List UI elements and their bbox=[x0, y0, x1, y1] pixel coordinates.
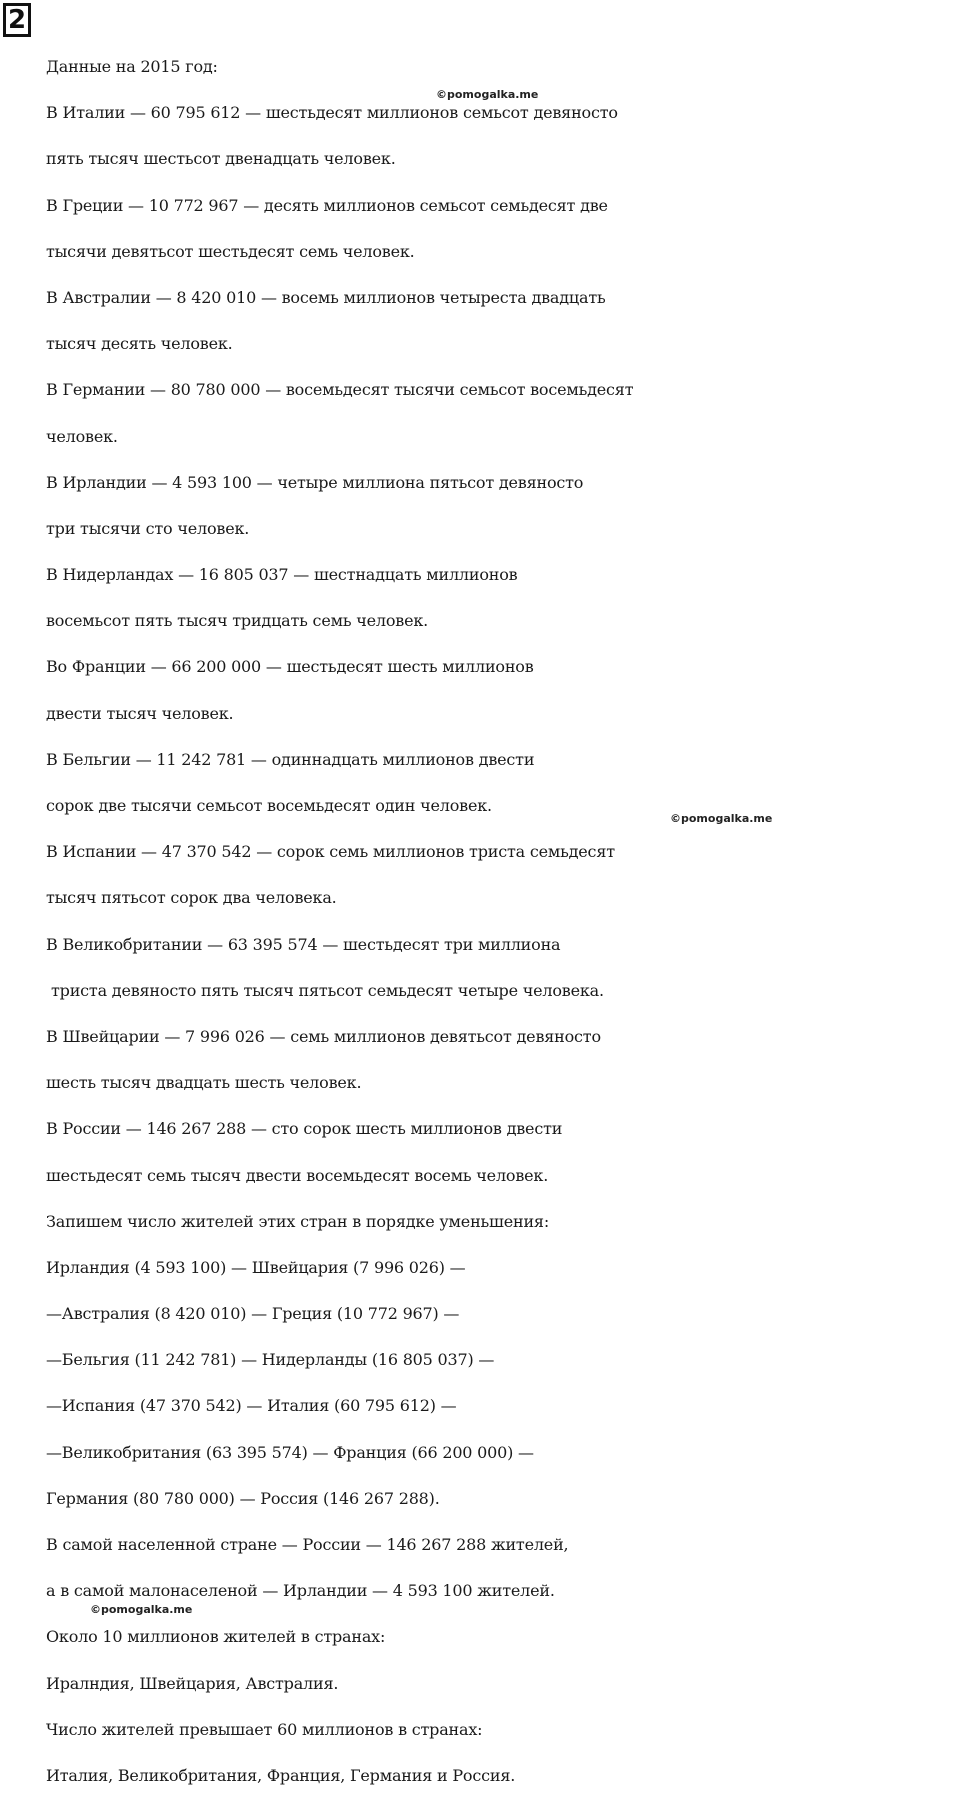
text-line: Италия, Великобритания, Франция, Германия и Россия. bbox=[46, 1765, 516, 1785]
text-line: тысяч пятьсот сорок два человека. bbox=[46, 888, 337, 908]
text-line: сорок две тысячи семьсот восемьдесят один человек. bbox=[46, 796, 492, 815]
text-line: триста девяносто пять тысяч пятьсот семьдесят четыре человека. bbox=[51, 980, 604, 1000]
text-line: В Германии — 80 780 000 — восемьдесят тысячи семьсот восемьдесят bbox=[46, 380, 634, 400]
task-number-badge: 2 bbox=[3, 3, 31, 37]
text-line: В Ирландии — 4 593 100 — четыре миллиона пятьсот девяносто bbox=[46, 472, 584, 492]
text-line: а в самой малонаселеной — Ирландии — 4 593 100 жителей. bbox=[46, 1581, 555, 1601]
text-line: Число жителей превышает 60 миллионов в странах: bbox=[46, 1719, 483, 1739]
text-line: В Нидерландах — 16 805 037 — шестнадцать миллионов bbox=[46, 565, 518, 585]
text-line: В Великобритании — 63 395 574 — шестьдесят три миллиона bbox=[46, 934, 561, 954]
text-line: В Испании — 47 370 542 — сорок семь миллионов триста семьдесят bbox=[46, 842, 615, 862]
text-line: шестьдесят семь тысяч двести восемьдесят восемь человек. bbox=[46, 1165, 549, 1185]
text-line: Около 10 миллионов жителей в странах: bbox=[46, 1627, 386, 1647]
watermark: ©pomogalka.me bbox=[90, 1603, 193, 1616]
text-line: тысяч десять человек. bbox=[46, 334, 233, 354]
text-line: Ирландия (4 593 100) — Швейцария (7 996 026) — bbox=[46, 1257, 466, 1277]
text-line: Данные на 2015 год: bbox=[46, 57, 218, 76]
text-line: шесть тысяч двадцать шесть человек. bbox=[46, 1073, 362, 1093]
text-line: Иралндия, Швейцария, Австралия. bbox=[46, 1673, 339, 1693]
text-line: —Австралия (8 420 010) — Греция (10 772 967) — bbox=[46, 1304, 460, 1324]
text-line: пять тысяч шестьсот двенадцать человек. bbox=[46, 149, 396, 169]
text-line: В России — 146 267 288 — сто сорок шесть миллионов двести bbox=[46, 1119, 563, 1139]
text-line: В самой населенной стране — России — 146 267 288 жителей, bbox=[46, 1535, 569, 1554]
solution-text bbox=[46, 44, 956, 1799]
text-line: В Австралии — 8 420 010 — восемь миллионов четыреста двадцать bbox=[46, 287, 606, 307]
text-line: В Швейцарии — 7 996 026 — семь миллионов девятьсот девяносто bbox=[46, 1026, 601, 1046]
text-line: В Италии — 60 795 612 — шестьдесят миллионов семьсот девяносто bbox=[46, 103, 618, 123]
text-line: В Греции — 10 772 967 — десять миллионов семьсот семьдесят две bbox=[46, 195, 608, 215]
text-line: Во Франции — 66 200 000 — шестьдесят шесть миллионов bbox=[46, 657, 534, 677]
watermark: ©pomogalka.me bbox=[436, 88, 539, 101]
text-line: человек. bbox=[46, 426, 118, 446]
text-line: три тысячи сто человек. bbox=[46, 518, 250, 538]
text-line: Запишем число жителей этих стран в порядке уменьшения: bbox=[46, 1211, 550, 1231]
watermark: ©pomogalka.me bbox=[670, 812, 773, 825]
text-line: —Бельгия (11 242 781) — Нидерланды (16 805 037) — bbox=[46, 1350, 495, 1370]
text-line: восемьсот пять тысяч тридцать семь человек. bbox=[46, 611, 429, 631]
text-line: —Испания (47 370 542) — Италия (60 795 612) — bbox=[46, 1396, 457, 1416]
text-line: —Великобритания (63 395 574) — Франция (66 200 000) — bbox=[46, 1442, 534, 1462]
text-line: тысячи девятьсот шестьдесят семь человек. bbox=[46, 241, 415, 261]
text-line: двести тысяч человек. bbox=[46, 703, 234, 723]
text-line: В Бельгии — 11 242 781 — одиннадцать миллионов двести bbox=[46, 749, 535, 769]
text-line: Германия (80 780 000) — Россия (146 267 288). bbox=[46, 1488, 440, 1508]
